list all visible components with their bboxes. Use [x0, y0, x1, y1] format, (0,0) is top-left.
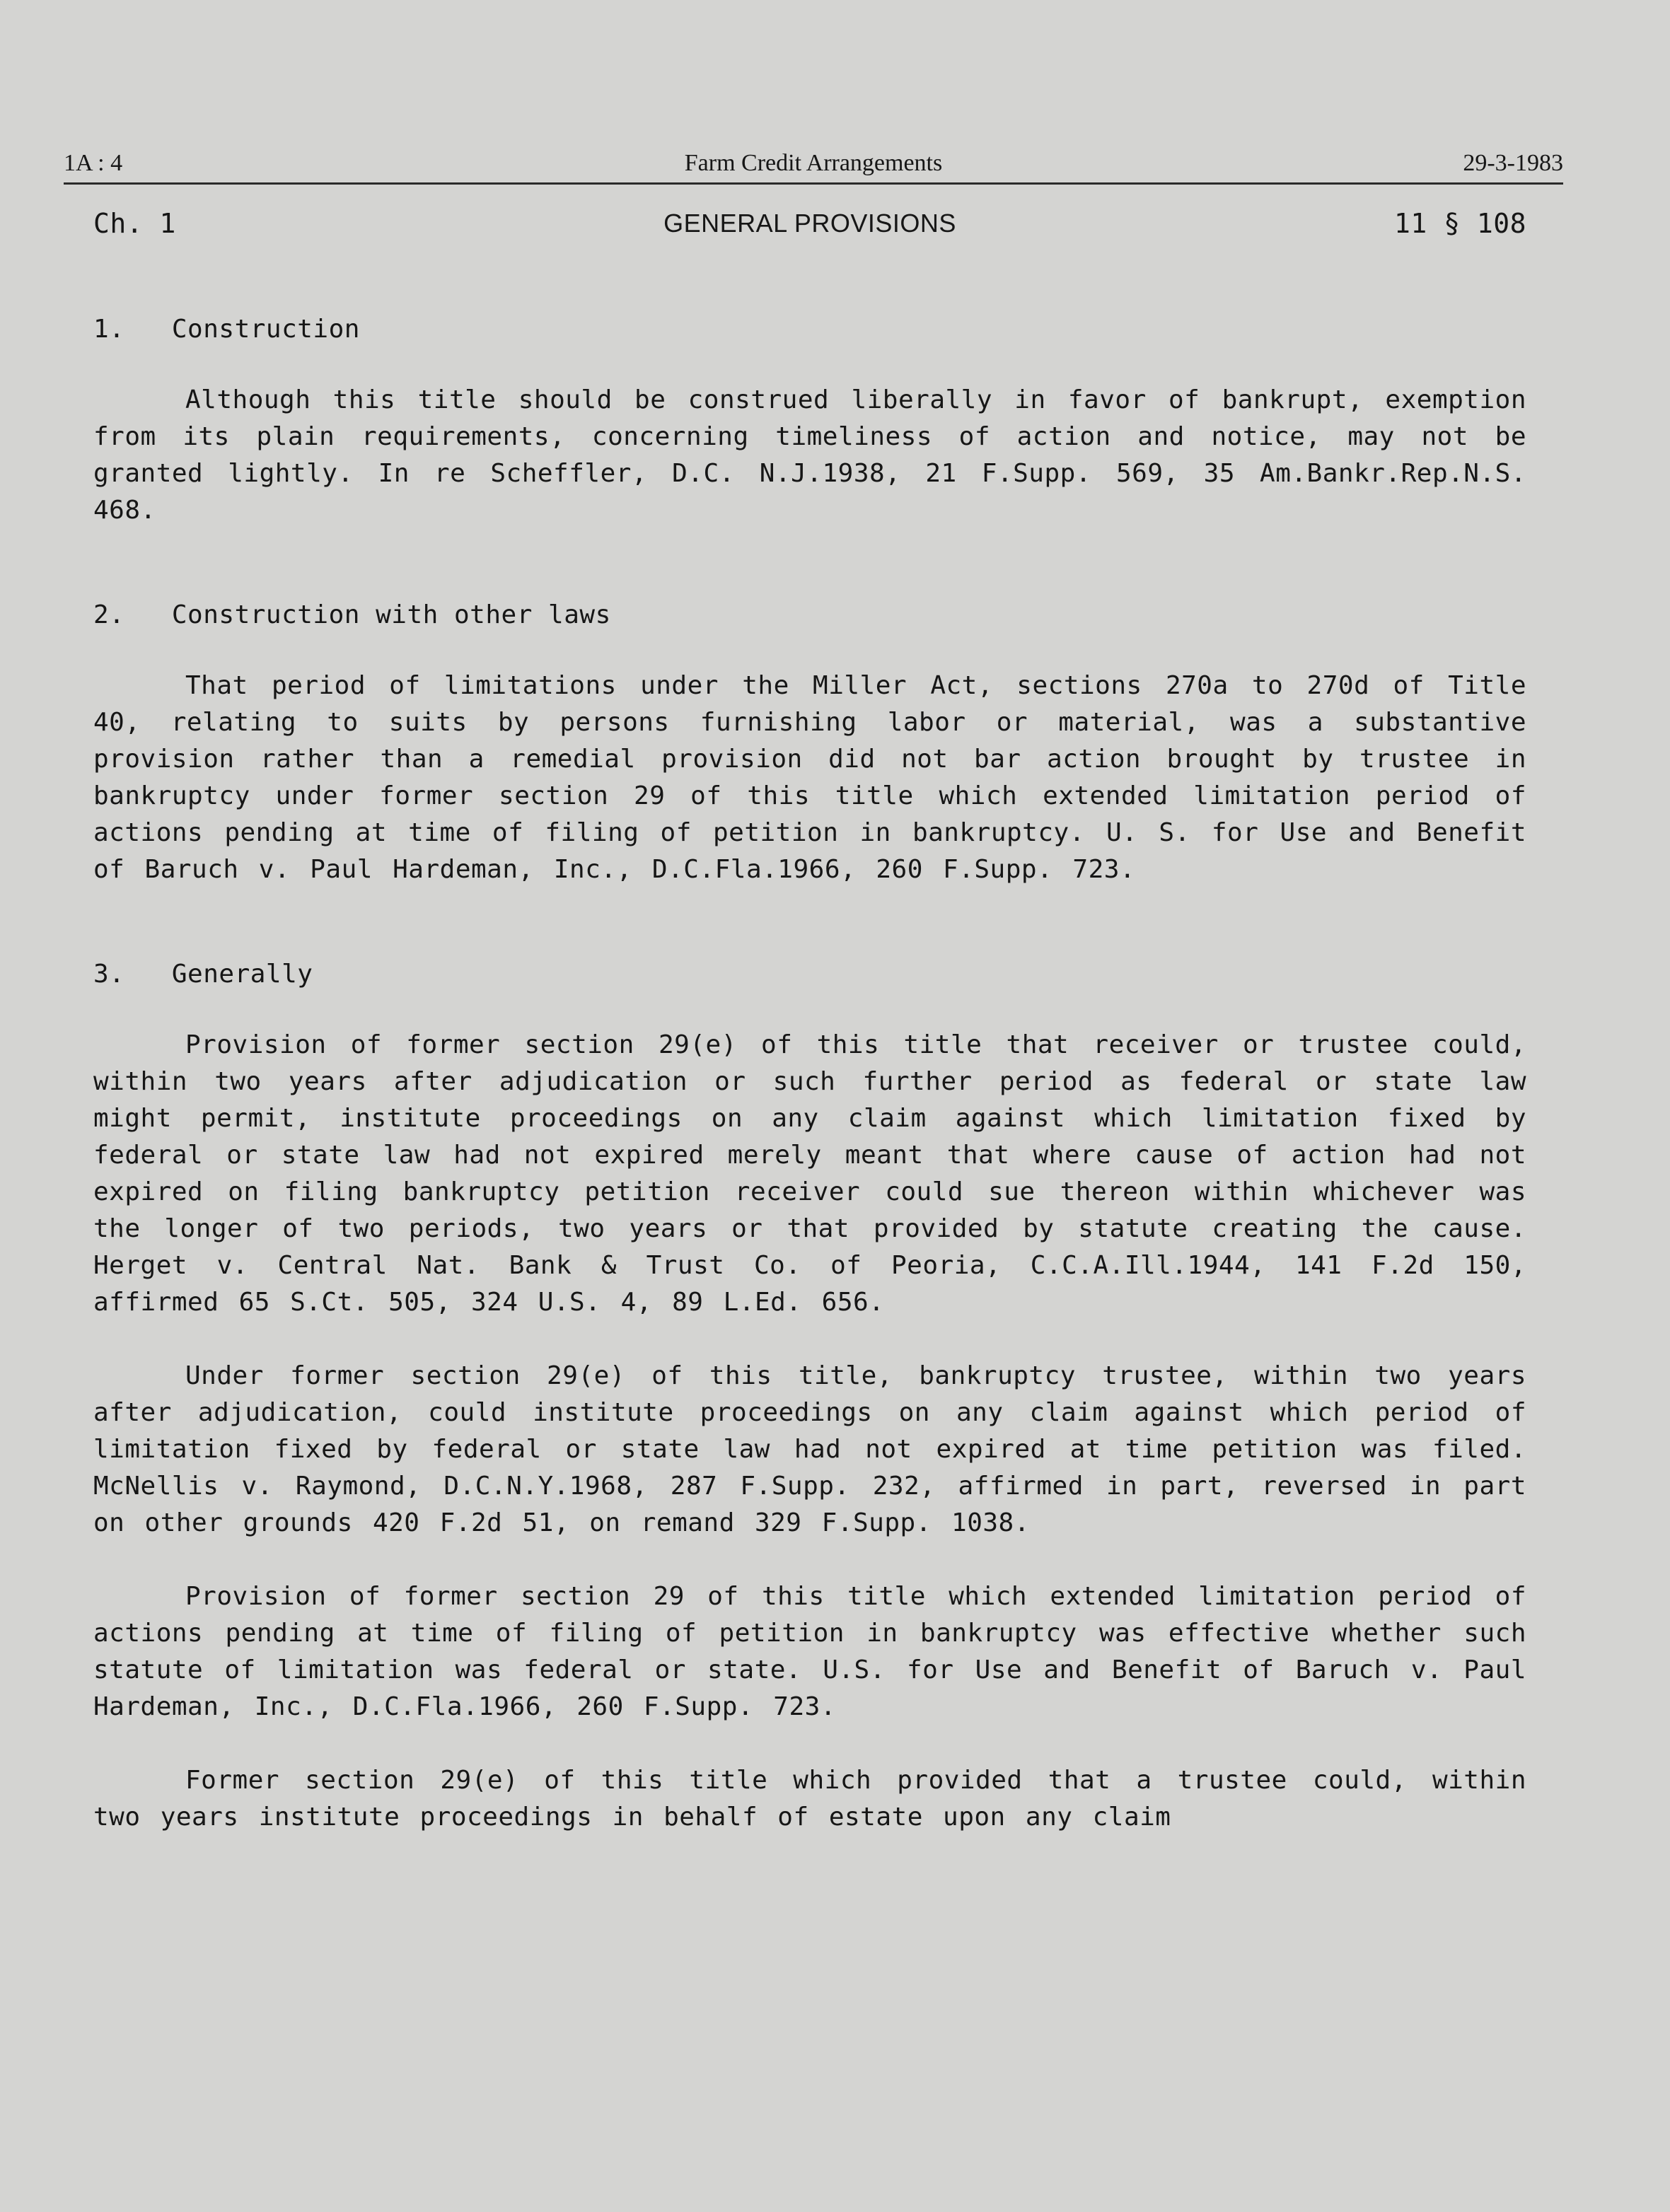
note-paragraph: Under former section 29(e) of this title, bankruptcy trustee, within two years after adjudication, could institute proceedings on any claim against which period of limitation fixed by federal or state law had not expired at time petition was filed. McNellis v. Raymond, D.C.N.Y.1968, 287 F.Supp. 232, affirmed in part, reversed in part on other grounds 420 F.2d 51, on remand 329 F.Supp. 1038. — [93, 1361, 1526, 1537]
section-heading: 3. Generally — [93, 960, 313, 989]
section-reference: 11 § 108 — [1393, 208, 1526, 239]
chapter-title: GENERAL PROVISIONS — [663, 209, 956, 238]
note-paragraph: Former section 29(e) of this title which provided that a trustee could, within two years institute proceedings in behalf of estate upon any claim — [93, 1766, 1526, 1832]
section-construction — [93, 311, 1526, 529]
section-construction-with-other-laws — [93, 597, 1526, 888]
page-body — [93, 205, 1526, 1836]
note-paragraph: Provision of former section 29 of this title which extended limitation period of actions pending at time of filing of petition in bankruptcy was effective whether such statute of limitation was federal or state. U.S. for Use and Benefit of Baruch v. Paul Hardeman, Inc., D.C.Fla.1966, 260 F.Supp. 723. — [93, 1582, 1526, 1721]
note-paragraph: Although this title should be construed liberally in favor of bankrupt, exemption from its plain requirements, concerning timeliness of action and notice, may not be granted lightly. In re Scheffler, D.C. N.J.1938, 21 F.Supp. 569, 35 Am.Bankr.Rep.N.S. 468. — [93, 385, 1526, 525]
header-publication-title: Farm Credit Arrangements — [684, 150, 943, 176]
section-generally — [93, 956, 1526, 1836]
header-date: 29-3-1983 — [1463, 150, 1563, 176]
note-paragraph: Provision of former section 29(e) of this title that receiver or trustee could, within two years after adjudication or such further period as federal or state law might permit, institute proceedings on any claim against which limitation fixed by federal or state law had not expired merely meant that where cause of action had not expired on filing bankruptcy petition receiver could sue thereon within whichever was the longer of two periods, two years or that provided by statute creating the cause. Herget v. Central Nat. Bank & Trust Co. of Peoria, C.C.A.Ill.1944, 141 F.2d 150, affirmed 65 S.Ct. 505, 324 U.S. 4, 89 L.Ed. 656. — [93, 1030, 1526, 1317]
running-header — [64, 147, 1563, 185]
header-page-number: 1A : 4 — [64, 150, 123, 176]
chapter-line — [93, 205, 1526, 242]
section-heading: 1. Construction — [93, 315, 360, 344]
section-heading: 2. Construction with other laws — [93, 600, 611, 629]
chapter-number: Ch. 1 — [93, 208, 176, 239]
note-paragraph: That period of limitations under the Miller Act, sections 270a to 270d of Title 40, relating to suits by persons furnishing labor or material, was a substantive provision rather than a remedial provision did not bar action brought by trustee in bankruptcy under former section 29 of this title which extended limitation period of actions pending at time of filing of petition in bankruptcy. U. S. for Use and Benefit of Baruch v. Paul Hardeman, Inc., D.C.Fla.1966, 260 F.Supp. 723. — [93, 671, 1526, 884]
